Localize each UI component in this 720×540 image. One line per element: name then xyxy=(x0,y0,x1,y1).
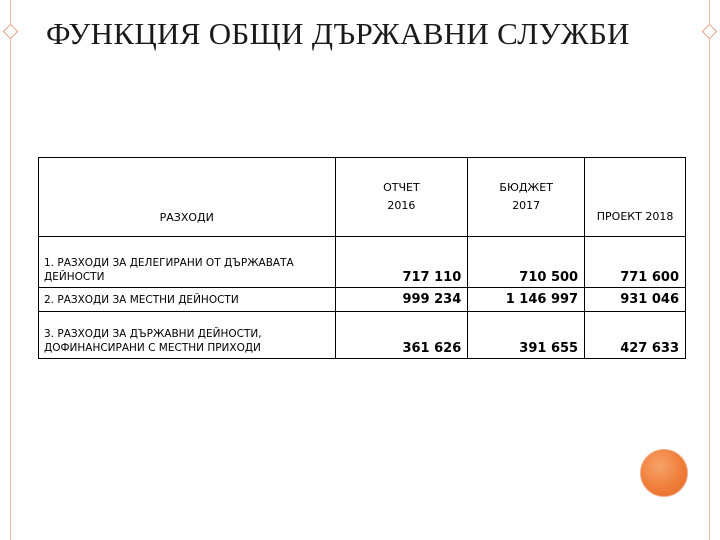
cell-budget-2017: 1 146 997 xyxy=(468,288,585,312)
table-row xyxy=(39,288,686,312)
header-report-label: ОТЧЕТ xyxy=(383,181,420,194)
table-row xyxy=(39,312,686,359)
right-border-line xyxy=(709,0,710,540)
cell-budget-2017: 710 500 xyxy=(468,237,585,288)
cell-budget-2017: 391 655 xyxy=(468,312,585,359)
decorative-orange-circle xyxy=(640,449,688,497)
row-label: 2. РАЗХОДИ ЗА МЕСТНИ ДЕЙНОСТИ xyxy=(39,288,336,312)
header-project-2018 xyxy=(585,158,686,237)
header-report-year: 2016 xyxy=(387,199,416,212)
right-diamond-ornament xyxy=(702,24,718,40)
row-label: 1. РАЗХОДИ ЗА ДЕЛЕГИРАНИ ОТ ДЪРЖАВАТА ДЕЙНОСТИ xyxy=(39,237,336,288)
header-budget-year: 2017 xyxy=(512,199,541,212)
header-expenses-label: РАЗХОДИ xyxy=(159,210,214,224)
header-budget-2017 xyxy=(468,158,585,237)
table-header-row xyxy=(39,158,686,237)
header-project-label: ПРОЕКТ 2018 xyxy=(596,210,674,223)
cell-report-2016: 999 234 xyxy=(335,288,468,312)
row-label: 3. РАЗХОДИ ЗА ДЪРЖАВНИ ДЕЙНОСТИ, ДОФИНАНСИРАНИ С МЕСТНИ ПРИХОДИ xyxy=(44,328,262,354)
cell-project-2018: 427 633 xyxy=(585,312,686,359)
slide-title: ФУНКЦИЯ ОБЩИ ДЪРЖАВНИ СЛУЖБИ xyxy=(46,16,630,51)
left-diamond-ornament xyxy=(3,24,19,40)
cell-project-2018: 931 046 xyxy=(585,288,686,312)
table-row xyxy=(39,237,686,288)
header-expenses xyxy=(39,158,336,237)
header-report-2016 xyxy=(335,158,468,237)
cell-report-2016: 717 110 xyxy=(335,237,468,288)
budget-table xyxy=(38,157,686,359)
left-border-line xyxy=(10,0,11,540)
cell-project-2018: 771 600 xyxy=(585,237,686,288)
header-budget-label: БЮДЖЕТ xyxy=(499,181,553,194)
cell-report-2016: 361 626 xyxy=(335,312,468,359)
